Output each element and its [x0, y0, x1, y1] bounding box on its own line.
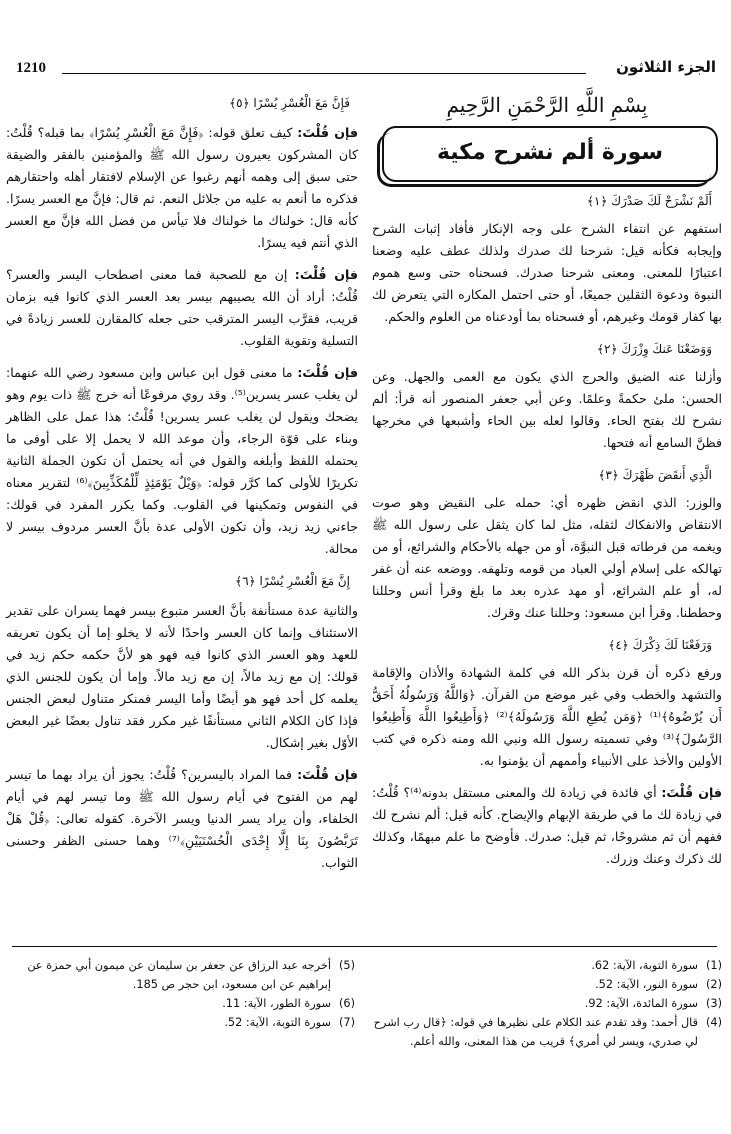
footnote-text: سورة النور، الآية: 52. [595, 978, 698, 991]
footnote-text: سورة التوبة، الآية: 62. [591, 959, 698, 972]
paragraph-text: كيف تعلق قوله: ﴿فَإِنَّ مَعَ الْعُسْرِ يُسْرًا﴾ بما قبله؟ قُلْتُ: كان المشركون يعيرون رسول الله ﷺ والمؤمنين بالفقر والضيقة حتى سبق إلى وهمه أنهم رغبوا عن الإسلام لافتقار أهله واحتقارهم فذكره ما أنعم به عليه من جلائل النعم. ثم قال: فإنَّ مع العسر يسرًا. كأنه قال: خولناك ما خولناك فلا تيأس من فضل الله فإنَّ مع العسر الذي أنتم فيه يسرًا. [6, 125, 358, 250]
footnote [372, 956, 722, 975]
commentary-paragraph [6, 122, 358, 254]
page-number: 1210 [16, 60, 46, 76]
question-marker: فإن قُلْتَ: [297, 767, 359, 782]
part-title: الجزء الثلاثون [616, 58, 716, 76]
commentary-paragraph: ورفع ذكره أن قرن بذكر الله في كلمة الشهادة والأذان والإقامة والتشهد والخطب وفي غير موضع من القرآن. ﴿وَاللَّهُ وَرَسُولُهُ أَحَقُّ أَن يُرْضُوهُ﴾⁽¹⁾ ﴿وَمَن يُطِعِ اللَّهَ وَرَسُولَهُ﴾⁽²⁾ ﴿وَأَطِيعُوا اللَّهَ وَأَطِيعُوا الرَّسُولَ﴾⁽³⁾ وفي تسميته رسول الله ونبي الله ومنه ذكره في كتب الأولين والأخذ على الأنبياء وأممهم أن يؤمنوا به. [372, 665, 722, 768]
commentary-paragraph [6, 764, 358, 874]
footnote [372, 994, 722, 1013]
right-column [372, 92, 722, 880]
footnote-number: (1) [705, 959, 722, 972]
left-column [6, 92, 358, 884]
paragraph-text: إن مع للصحبة فما معنى اصطحاب اليسر والعسر؟ قُلْتُ: أراد أن الله يصيبهم بيسر بعد العسر الذي كانوا فيه بزمان قريب، فقرَّب اليسر المترقب حتى جعله كالمقارن للعسر زيادةً في التسلية وتقوية القلوب. [6, 267, 358, 348]
paragraph-text: أي فائدة في زيادة لك والمعنى مستقل بدونه⁽⁴⁾؟ قُلْتُ: في زيادة لك ما في طريقة الإبهام والإيضاح. كأنه قيل: ألم نشرح لك ففهم أن ثم مشروحًا، ثم قيل: صدرك. فأوضح ما علم مبهمًا، وكذلك لك ذكرك وعنك وزرك. [372, 785, 722, 866]
footnote [372, 975, 722, 994]
footnote-text: سورة المائدة، الآية: 92. [584, 997, 698, 1010]
footnote-number: (3) [705, 997, 722, 1010]
footnote-text: قال أحمد: وقد تقدم عند الكلام على نظيرها في قوله: ﴿قال رب اشرح لي صدري، ويسر لي أمري﴾ قريب من هذا المعنى، والله أعلم. [373, 1016, 698, 1048]
footnote-text: سورة الطور، الآية: 11. [222, 997, 331, 1010]
basmala: بِسْمِ اللَّهِ الرَّحْمَنِ الرَّحِيمِ [446, 93, 648, 117]
commentary-paragraph: والوزر: الذي انقض ظهره أي: حمله على النقيض وهو صوت الانتقاض والانفكاك لثقله، مثل لما كان يثقل على رسول الله ﷺ ويغمه من فرطاته قبل النبوَّة، أو من جهله بالأحكام والشرائع، أو من تهالكه على إسلام أولي العباد من قومه وتلهفه. ووضعه عنه أن غفر له، أو علم الشرائع، أو مهد عذره بعد ما بلغ وقرأ أنس وحللنا وحططنا. وقرأ ابن مسعود: وحللنا عنك وقرك. [372, 495, 722, 620]
footnotes-right [372, 956, 722, 1051]
surah-title: سورة ألم نشرح مكية [436, 140, 664, 165]
question-marker: فإن قُلْتَ: [294, 267, 358, 282]
footnote-text: سورة التوبة، الآية: 52. [224, 1016, 331, 1029]
footnote-separator [12, 946, 717, 947]
commentary-paragraph: وأزلنا عنه الضيق والحرج الذي يكون مع العمى والجهل. وعن الحسن: ملئ حكمةً وعلمًا. وعن أبي جعفر المنصور أنه قرأ: ألم نشرح لك بفتح الحاء. وقالوا لعله بين الحاء وأشبعها في مخرجها فظنَّ السامع أنه فتحها. [372, 369, 722, 450]
surah-title-box [382, 126, 718, 182]
paragraph-text: ما معنى قول ابن عباس وابن مسعود رضي الله عنهما: لن يغلب عسر يسرين⁽⁵⁾. وقد روي مرفوعًا أنه خرج ﷺ ذات يوم وهو يضحك ويقول لن يغلب عسر يسرين! قُلْتُ: هذا عمل على الظاهر وبناء على قوّة الرجاء، وأن موعد الله لا يحمل إلا على أوفى ما يحتمله اللفظ وأبلغه والقول في أنه يحتمل أن تكون الجملة الثانية تكريرًا للأولى كما كرَّر قوله: ﴿وَيْلٌ يَوْمَئِذٍ لِّلْمُكَذِّبِينَ﴾⁽⁶⁾ لتقرير معناه في النفوس وتمكينها في القلوب. وكما يكرر المفرد في قولك: جاءني زيد زيد، وأن تكون الأولى عدة بأنَّ العسر مردوف بيسر لا محالة. [6, 365, 359, 556]
ayah-1: أَلَمْ نَشْرَحْ لَكَ صَدْرَكَ ﴿١﴾ [586, 194, 712, 208]
commentary-paragraph: استفهم عن انتفاء الشرح على وجه الإنكار فأفاد إثبات الشرح وإيجابه فكأنه قيل: شرحنا لك صدرك ولذلك عطف عليه وضعنا اعتبارًا للمعنى. ومعنى شرحنا صدرك. فسحناه حتى وسع هموم النبوة ودعوة الثقلين جميعًا، أو حتى احتمل المكاره التي يتعرض لك بها كفار قومك وغيرهم، أو فسحناه بما أودعناه من العلوم والحكم. [372, 221, 722, 324]
footnote [20, 956, 355, 994]
question-marker: فإن قُلْتَ: [661, 785, 722, 800]
footnote-text: أخرجه عبد الرزاق عن جعفر بن سليمان عن ميمون أبي حمزة عن إبراهيم عن ابن مسعود، ابن حجر ص 185. [27, 959, 331, 991]
ayah-4: وَرَفَعْنَا لَكَ ذِكْرَكَ ﴿٤﴾ [608, 638, 712, 652]
footnote [372, 1013, 722, 1051]
footnote [20, 994, 355, 1013]
question-marker: فإن قُلْتَ: [297, 365, 359, 380]
footnote [20, 1013, 355, 1032]
footnote-number: (7) [338, 1016, 355, 1029]
commentary-paragraph [6, 264, 358, 352]
ayah-3: الَّذِي أَنقَضَ ظَهْرَكَ ﴿٣﴾ [598, 468, 712, 482]
ayah-2: وَوَضَعْنَا عَنكَ وِزْرَكَ ﴿٢﴾ [597, 342, 712, 356]
ayah-5: فَإِنَّ مَعَ الْعُسْرِ يُسْرًا ﴿٥﴾ [229, 96, 350, 110]
commentary-paragraph [6, 362, 358, 560]
footnote-number: (6) [338, 997, 355, 1010]
commentary-paragraph [372, 782, 722, 870]
footnote-number: (5) [338, 959, 355, 972]
header-rule [62, 73, 586, 74]
footnote-number: (2) [705, 978, 722, 991]
footnotes-left [20, 956, 355, 1032]
footnote-number: (4) [705, 1016, 722, 1029]
question-marker: فإن قُلْتَ: [297, 125, 358, 140]
running-header [16, 60, 716, 82]
ayah-6: إِنَّ مَعَ الْعُسْرِ يُسْرًا ﴿٦﴾ [235, 574, 350, 588]
paragraph-text: فما المراد باليسرين؟ قُلْتُ: يجوز أن يراد بهما ما تيسر لهم من الفتوح في أيام رسول الله ﷺ وما تيسر لهم في أيام الخلفاء، وأن يراد يسر الدنيا ويسر الآخرة. كقوله تعالى: ﴿قُلْ هَلْ تَرَبَّصُونَ بِنَا إِلَّا إِحْدَى الْحُسْنَيَيْنِ﴾⁽⁷⁾ وهما حسنى الظفر وحسنى الثواب. [6, 767, 358, 870]
commentary-paragraph: والثانية عدة مستأنفة بأنَّ العسر متبوع بيسر فهما يسران على تقدير الاستئناف وإنما كان العسر واحدًا لأنه لا يخلو إما أن يكون تعريفه للعهد وهو العسر الذي كانوا فيه فهو هو لأنَّ حكمه حكم زيد في قولك: إن مع زيد مالاً، إن مع زيد مالاً. وإما أن يكون للجنس الذي يعلمه كل أحد فهو هو أيضًا وأما اليسر فمنكر متناول لبعض الجنس فإذا كان الكلام الثاني مستأنفًا غير مكرر فقد تناول بعضًا غير البعض الأوّل بغير إشكال. [6, 603, 358, 750]
